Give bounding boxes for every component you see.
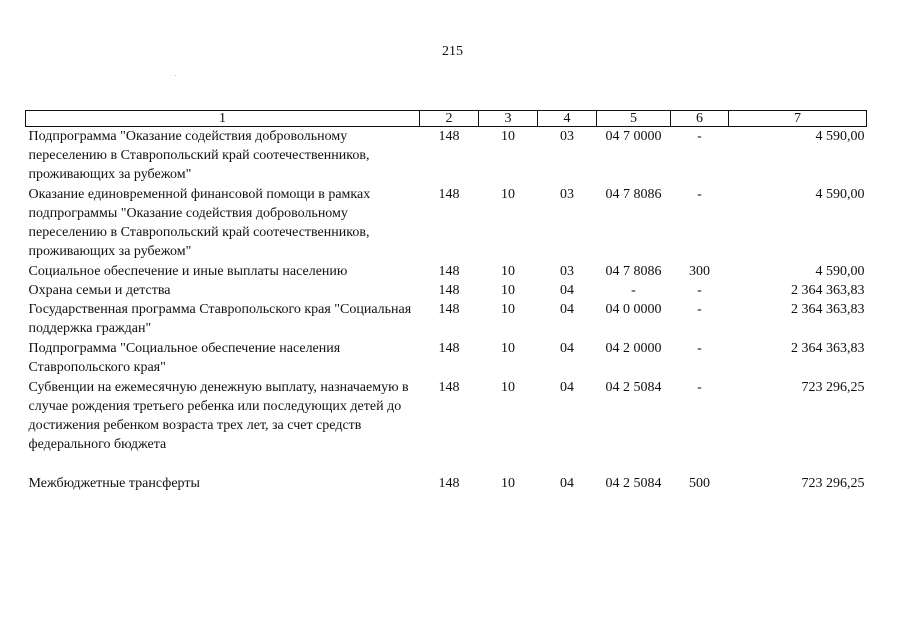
- table-header: [26, 111, 867, 127]
- row-amount: 2 364 363,83: [791, 302, 865, 317]
- row-ministry: 148: [438, 380, 460, 395]
- row-target-article: 04 7 0000: [605, 129, 662, 144]
- row-name: Субвенции на ежемесячную денежную выплату, назначаемую в случае рождения третьего ребенка или последующих детей до достижения ребенком возраста трех лет, за счет средств федерального бюджета: [28, 380, 409, 452]
- row-subsection: 04: [560, 476, 574, 491]
- row-name: Подпрограмма "Оказание содействия добровольному переселению в Ставропольский край соотечественников, проживающих за рубежом": [28, 129, 370, 182]
- row-target-article: -: [631, 283, 636, 298]
- row-amount: 723 296,25: [801, 380, 865, 395]
- table-row: [26, 281, 867, 300]
- row-section: 10: [501, 341, 515, 356]
- row-ministry: 148: [438, 341, 460, 356]
- row-ministry: 148: [438, 187, 460, 202]
- row-name: Охрана семьи и детства: [28, 283, 171, 298]
- table-body: [26, 127, 867, 494]
- row-expense-type: -: [697, 129, 702, 144]
- row-expense-type: -: [697, 380, 702, 395]
- row-name: Оказание единовременной финансовой помощи в рамках подпрограммы "Оказание содействия добровольному переселению в Ставропольский край соотечественников, проживающих за рубежом": [28, 187, 371, 259]
- scan-speck: [175, 75, 176, 76]
- row-name: Подпрограмма "Социальное обеспечение населения Ставропольского края": [28, 341, 341, 375]
- header-row: [26, 111, 867, 127]
- row-amount: 4 590,00: [815, 264, 865, 279]
- row-section: 10: [501, 187, 515, 202]
- header-col-3: 3: [479, 111, 538, 127]
- row-target-article: 04 7 8086: [605, 264, 662, 279]
- table-row: [26, 378, 867, 474]
- row-subsection: 04: [560, 302, 574, 317]
- header-col-5: 5: [597, 111, 671, 127]
- row-ministry: 148: [438, 302, 460, 317]
- row-subsection: 03: [560, 187, 574, 202]
- row-target-article: 04 2 0000: [605, 341, 662, 356]
- row-amount: 4 590,00: [815, 129, 865, 144]
- header-col-2: 2: [420, 111, 479, 127]
- row-expense-type: -: [697, 302, 702, 317]
- row-subsection: 03: [560, 264, 574, 279]
- page-number: 215: [442, 44, 463, 59]
- row-section: 10: [501, 283, 515, 298]
- table-row: [26, 262, 867, 281]
- row-expense-type: -: [697, 341, 702, 356]
- table-row: [26, 474, 867, 493]
- row-subsection: 03: [560, 129, 574, 144]
- row-ministry: 148: [438, 129, 460, 144]
- row-ministry: 148: [438, 264, 460, 279]
- row-target-article: 04 2 5084: [605, 380, 662, 395]
- row-subsection: 04: [560, 283, 574, 298]
- row-expense-type: 500: [689, 476, 710, 491]
- table-row: [26, 185, 867, 262]
- row-section: 10: [501, 302, 515, 317]
- header-col-6: 6: [671, 111, 729, 127]
- row-name: Государственная программа Ставропольского края "Социальная поддержка граждан": [28, 302, 412, 336]
- row-target-article: 04 2 5084: [605, 476, 662, 491]
- row-target-article: 04 7 8086: [605, 187, 662, 202]
- header-col-4: 4: [538, 111, 597, 127]
- row-name: Межбюджетные трансферты: [28, 476, 200, 491]
- row-section: 10: [501, 264, 515, 279]
- row-ministry: 148: [438, 476, 460, 491]
- row-expense-type: -: [697, 283, 702, 298]
- row-name: Социальное обеспечение и иные выплаты населению: [28, 264, 348, 279]
- row-subsection: 04: [560, 341, 574, 356]
- budget-table: [25, 110, 867, 493]
- row-expense-type: -: [697, 187, 702, 202]
- row-amount: 723 296,25: [801, 476, 865, 491]
- table-row: [26, 300, 867, 339]
- table-row: [26, 127, 867, 186]
- header-col-7: 7: [729, 111, 867, 127]
- row-section: 10: [501, 129, 515, 144]
- row-section: 10: [501, 380, 515, 395]
- row-ministry: 148: [438, 283, 460, 298]
- row-amount: 2 364 363,83: [791, 341, 865, 356]
- header-col-1: 1: [26, 111, 420, 127]
- row-amount: 4 590,00: [815, 187, 865, 202]
- row-section: 10: [501, 476, 515, 491]
- row-expense-type: 300: [689, 264, 710, 279]
- table-row: [26, 339, 867, 378]
- row-amount: 2 364 363,83: [791, 283, 865, 298]
- row-target-article: 04 0 0000: [605, 302, 662, 317]
- row-subsection: 04: [560, 380, 574, 395]
